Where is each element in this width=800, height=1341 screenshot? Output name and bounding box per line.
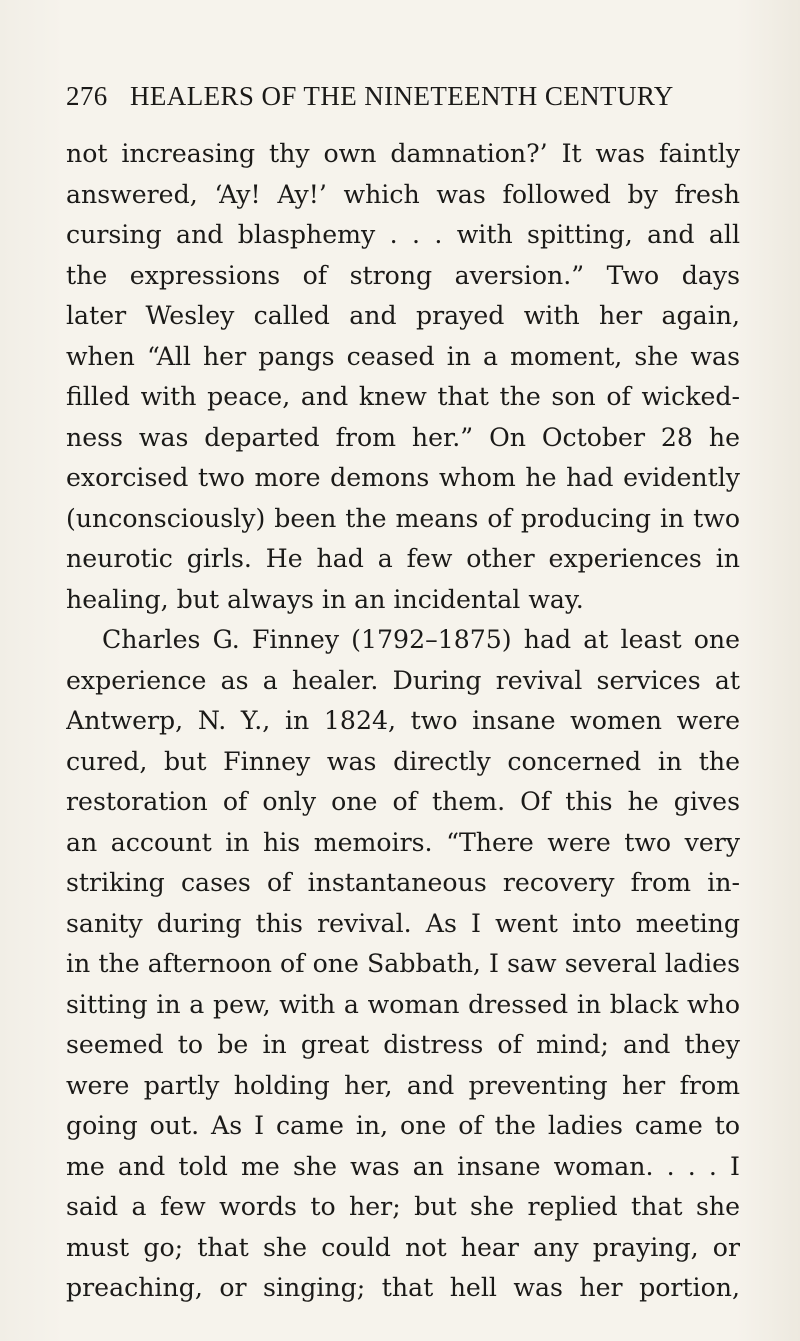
text-line: experience as a healer. During revival services at [66, 665, 740, 695]
text-line: sanity during this revival. As I went into meeting [66, 908, 740, 938]
body-text [66, 134, 740, 1309]
text-line: striking cases of instantaneous recovery from in- [66, 868, 740, 897]
running-head: HEALERS OF THE NINETEENTH CENTURY [130, 81, 674, 111]
text-line: preaching, or singing; that hell was her portion, [66, 1273, 740, 1302]
text-line: Charles G. Finney (1792–1875) had at least one [102, 625, 740, 654]
text-line: healing, but always in an incidental way. [66, 584, 584, 614]
text-line: not increasing thy own damnation?’ It was faintly [66, 139, 740, 168]
text-line: restoration of only one of them. Of this he gives [66, 787, 740, 816]
page-number: 276 [66, 81, 108, 111]
text-line: Antwerp, N. Y., in 1824, two insane women were [66, 706, 740, 735]
text-line: cursing and blasphemy . . . with spitting, and all [66, 220, 740, 249]
text-line: answered, ‘Ay! Ay!’ which was followed by fresh [66, 179, 740, 209]
text-line: were partly holding her, and preventing her from [66, 1070, 740, 1100]
text-line: exorcised two more demons whom he had evidently [66, 463, 740, 492]
text-line: in the afternoon of one Sabbath, I saw several ladies [66, 949, 740, 978]
text-line: the expressions of strong aversion.” Two days [66, 260, 740, 290]
text-line: filled with peace, and knew that the son of wicked- [66, 382, 740, 411]
text-line: must go; that she could not hear any praying, or [66, 1232, 740, 1262]
text-line: (unconsciously) been the means of producing in two [66, 503, 740, 533]
text-line: me and told me she was an insane woman. . . . I [66, 1151, 740, 1181]
text-line: sitting in a pew, with a woman dressed in black who [66, 989, 740, 1019]
text-line: cured, but Finney was directly concerned in the [66, 746, 740, 776]
text-line: said a few words to her; but she replied that she [66, 1192, 740, 1221]
text-line: seemed to be in great distress of mind; and they [66, 1030, 740, 1059]
page-header [66, 76, 740, 116]
text-line: later Wesley called and prayed with her again, [66, 301, 740, 330]
text-line: going out. As I came in, one of the ladies came to [66, 1111, 740, 1140]
text-line: neurotic girls. He had a few other experiences in [66, 544, 740, 573]
text-line: an account in his memoirs. “There were two very [66, 827, 740, 857]
text-line: when “All her pangs ceased in a moment, she was [66, 341, 740, 371]
text-line: ness was departed from her.” On October 28 he [66, 422, 740, 452]
